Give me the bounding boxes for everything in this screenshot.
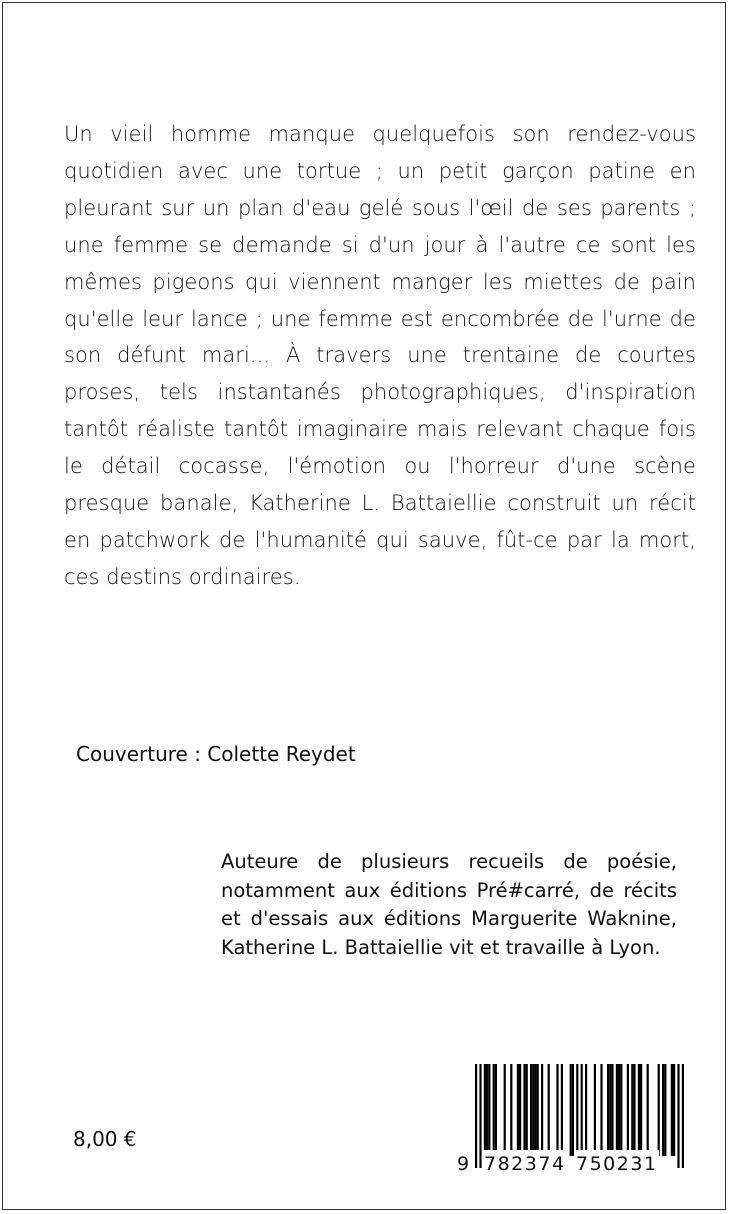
barcode-bar: [519, 1064, 521, 1156]
barcode-bar: [523, 1064, 525, 1156]
barcode-bar: [486, 1064, 488, 1156]
barcode-bar: [607, 1064, 609, 1156]
barcode-bar: [561, 1064, 563, 1156]
barcode-bar: [510, 1064, 512, 1156]
barcode-bar: [671, 1064, 673, 1156]
barcode-bar: [534, 1064, 536, 1156]
barcode-bar: [548, 1064, 550, 1156]
book-blurb: Un vieil homme manque quelquefois son rendez-vous quotidien avec une tortue ; un petit garçon patine en pleurant sur un plan d'eau gelé sous l'œil de ses parents ; une femme se demande si d'un jour à l'autre ce sont les mêmes pigeons qui viennent manger les miettes de pain qu'elle leur lance ; une femme est encombrée de l'urne de son défunt mari... À travers une trentaine de courtes proses, tels instantanés photographiques, d'inspiration tantôt réaliste tantôt imaginaire mais relevant chaque fois le détail cocasse, l'émotion ou l'horreur d'une scène presque banale, Katherine L. Battaiellie construit un récit en patchwork de l'humanité qui sauve, fût-ce par la mort, ces destins ordinaires.: [64, 122, 696, 589]
barcode-bar: [673, 1064, 675, 1156]
barcode-left-group: 782374: [483, 1150, 567, 1178]
barcode-digits: [452, 1150, 692, 1178]
price: 8,00 €: [73, 1127, 137, 1151]
barcode-bar: [633, 1064, 635, 1156]
barcode-bar: [530, 1064, 532, 1156]
barcode-bar: [537, 1064, 539, 1156]
barcode-bar: [585, 1064, 587, 1156]
barcode-bar: [638, 1064, 640, 1156]
barcode-bar: [526, 1064, 528, 1156]
barcode-bar: [611, 1064, 613, 1156]
barcode-bar: [620, 1064, 622, 1156]
barcode-bar: [647, 1064, 649, 1156]
author-bio: Auteure de plusieurs recueils de poésie, notamment aux éditions Pré#carré, de récits et d'essais aux éditions Marguerite Waknine, Katherine L. Battaiellie vit et travaille à Lyon.: [221, 850, 677, 959]
barcode-bar: [662, 1064, 664, 1156]
barcode-bar: [532, 1064, 534, 1156]
barcode-bar: [640, 1064, 642, 1156]
barcode-bar: [556, 1064, 558, 1156]
barcode-bar: [541, 1064, 543, 1156]
barcode-bar: [616, 1064, 618, 1156]
barcode-bar: [484, 1064, 486, 1156]
barcode-bar: [504, 1064, 506, 1156]
barcode-right-group: 750231: [575, 1150, 659, 1178]
barcode-bar: [618, 1064, 620, 1156]
barcode-bar: [495, 1064, 497, 1156]
barcode-bar: [664, 1064, 666, 1156]
barcode-bar: [570, 1064, 572, 1156]
barcode-first-digit: 9: [456, 1150, 472, 1178]
barcode-bar: [493, 1064, 495, 1156]
barcode-bar: [572, 1064, 574, 1156]
barcode-bar: [594, 1064, 596, 1156]
barcode-bar: [488, 1064, 490, 1156]
barcode-bar: [517, 1064, 519, 1156]
barcode-bar: [627, 1064, 629, 1156]
isbn-barcode: [452, 1060, 692, 1178]
barcode-bar: [600, 1064, 602, 1156]
barcode-bar: [609, 1064, 611, 1156]
barcode-bar: [658, 1064, 660, 1156]
barcode-bar: [631, 1064, 633, 1156]
cover-credit: Couverture : Colette Reydet: [76, 742, 356, 766]
